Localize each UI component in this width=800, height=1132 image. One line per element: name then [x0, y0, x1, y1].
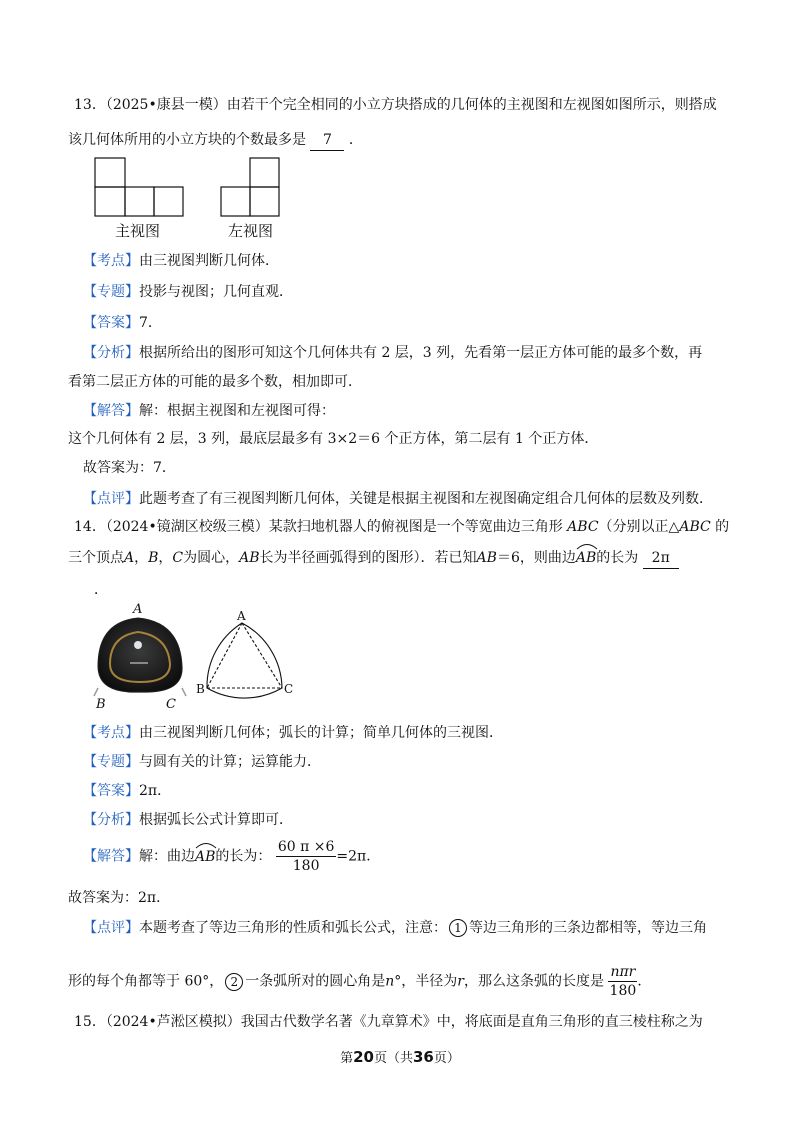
q13-jieda-line2: 这个几何体有 2 层，3 列，最底层最多有 3×2＝6 个正方体，第二层有 1 个正方体．	[68, 431, 599, 447]
arc-ab-symbol: AB	[576, 548, 596, 568]
q14-zhuanti: 【专题】与圆有关的计算；运算能力．	[83, 754, 321, 770]
circled-number-1: 1	[449, 919, 467, 937]
q13-daan: 【答案】7．	[83, 315, 162, 331]
reuleaux-curve	[207, 623, 282, 698]
q13-left-view-figure	[220, 157, 282, 217]
front-view-bottom-cube-1	[95, 187, 125, 216]
q14-kaodian: 【考点】由三视图判断几何体；弧长的计算；简单几何体的三视图．	[83, 725, 503, 741]
left-view-top-cube	[250, 158, 279, 187]
triangle-side-ab	[207, 623, 242, 688]
robot-logo-bar	[130, 662, 148, 664]
robot-sensor-icon	[134, 641, 142, 649]
q13-fenxi-line1: 【分析】根据所给出的图形可知这个几何体共有 2 层，3 列，先看第一层正方体可能的最多个数，再	[83, 345, 703, 361]
q14-stem-line2: 三个顶点A，B，C为圆心，AB长为半径画弧得到的图形）．若已知AB＝6，则曲边 AB的长为 2π	[68, 548, 679, 569]
q15-stem-line1: 15．（2024•芦淞区模拟）我国古代数学名著《九章算术》中，将底面是直角三角形的直三棱柱称之为	[74, 1014, 703, 1030]
q15-source: （2024•芦淞区模拟）	[105, 1014, 241, 1030]
arc-length-fraction: $\frac{60 \pi \times 6}{180}$	[277, 839, 335, 874]
left-view-bottom-cube-1	[221, 187, 250, 216]
q13-jieda-line3: 故答案为：7．	[83, 460, 176, 476]
q14-dianping-line2: 形的每个角都等于 60°， 2 一条弧所对的圆心角是n°，半径为r，那么这条弧的长度是 $\frac{\text{nπr}}{180}$ ．	[68, 964, 652, 999]
q14-stem-line1: 14．（2024•镜湖区校级三模）某款扫地机器人的俯视图是一个等宽曲边三角形 ABC（分别以正△ABC 的	[74, 519, 730, 535]
q13-stem-line1: 13．（2025•康县一模）由若干个完全相同的小立方块搭成的几何体的主视图和左视图如图所示，则搭成	[74, 97, 717, 113]
q13-front-view-label: 主视图	[115, 222, 161, 240]
q14-daan: 【答案】2π．	[83, 783, 172, 799]
front-view-bottom-cube-3	[154, 187, 183, 216]
q13-jieda-line1: 【解答】解：根据主视图和左视图可得：	[83, 403, 335, 419]
q14-stem-line3: ．	[94, 582, 108, 598]
q14-answer-blank: 2π	[643, 548, 679, 569]
q14-source: （2024•镜湖区校级三模）	[105, 519, 269, 535]
q14-dianping-line1: 【点评】本题考查了等边三角形的性质和弧长公式，注意： 1 等边三角形的三条边都相等，等边三角	[83, 920, 707, 936]
q13-kaodian: 【考点】由三视图判断几何体．	[83, 253, 279, 269]
total-pages: 36	[413, 1048, 434, 1066]
q13-number: 13．	[74, 97, 106, 113]
robot-label-b: B	[96, 697, 106, 710]
page-number: 20	[353, 1048, 374, 1066]
q14-number: 14．	[74, 519, 106, 535]
diagram-label-a: A	[237, 609, 246, 623]
front-view-bottom-cube-2	[125, 187, 154, 216]
front-view-top-cube	[95, 158, 125, 187]
q13-front-view-figure	[94, 157, 186, 217]
q13-fenxi-line2: 看第二层正方体的可能的最多个数，相加即可．	[68, 374, 362, 390]
circled-number-2: 2	[225, 973, 243, 991]
left-view-bottom-cube-2	[250, 187, 279, 216]
q14-jieda-line2: 故答案为：2π．	[68, 890, 171, 906]
arc-ab-symbol: AB	[195, 847, 215, 867]
robot-label-a: A	[133, 602, 143, 617]
robot-label-c: C	[166, 697, 176, 710]
page-footer: 第20页（共36页）	[340, 1048, 460, 1066]
q13-zhuanti: 【专题】投影与视图；几何直观．	[83, 284, 293, 300]
q14-robot-photo	[90, 600, 190, 710]
arc-length-formula-fraction: $\frac{\text{nπr}}{180}$	[609, 964, 637, 999]
q14-fenxi: 【分析】根据弧长公式计算即可．	[83, 812, 293, 828]
triangle-side-ac	[242, 623, 282, 688]
diagram-label-b: B	[196, 682, 205, 696]
q13-source: （2025•康县一模）	[105, 97, 227, 113]
q14-jieda: 【解答】解：曲边 AB的长为： $\frac{60 \pi \times 6}{180}$ =2π．	[83, 839, 381, 874]
q13-answer-blank: 7	[310, 130, 344, 151]
q15-number: 15．	[74, 1014, 106, 1030]
q13-left-view-label: 左视图	[228, 222, 274, 240]
diagram-label-c: C	[284, 682, 294, 696]
q13-stem-line2: 该几何体所用的小立方块的个数最多是 7 ．	[68, 130, 363, 151]
q13-dianping: 【点评】此题考查了有三视图判断几何体，关键是根据主视图和左视图确定组合几何体的层数及列数．	[83, 491, 713, 507]
q14-reuleaux-diagram	[195, 608, 300, 700]
